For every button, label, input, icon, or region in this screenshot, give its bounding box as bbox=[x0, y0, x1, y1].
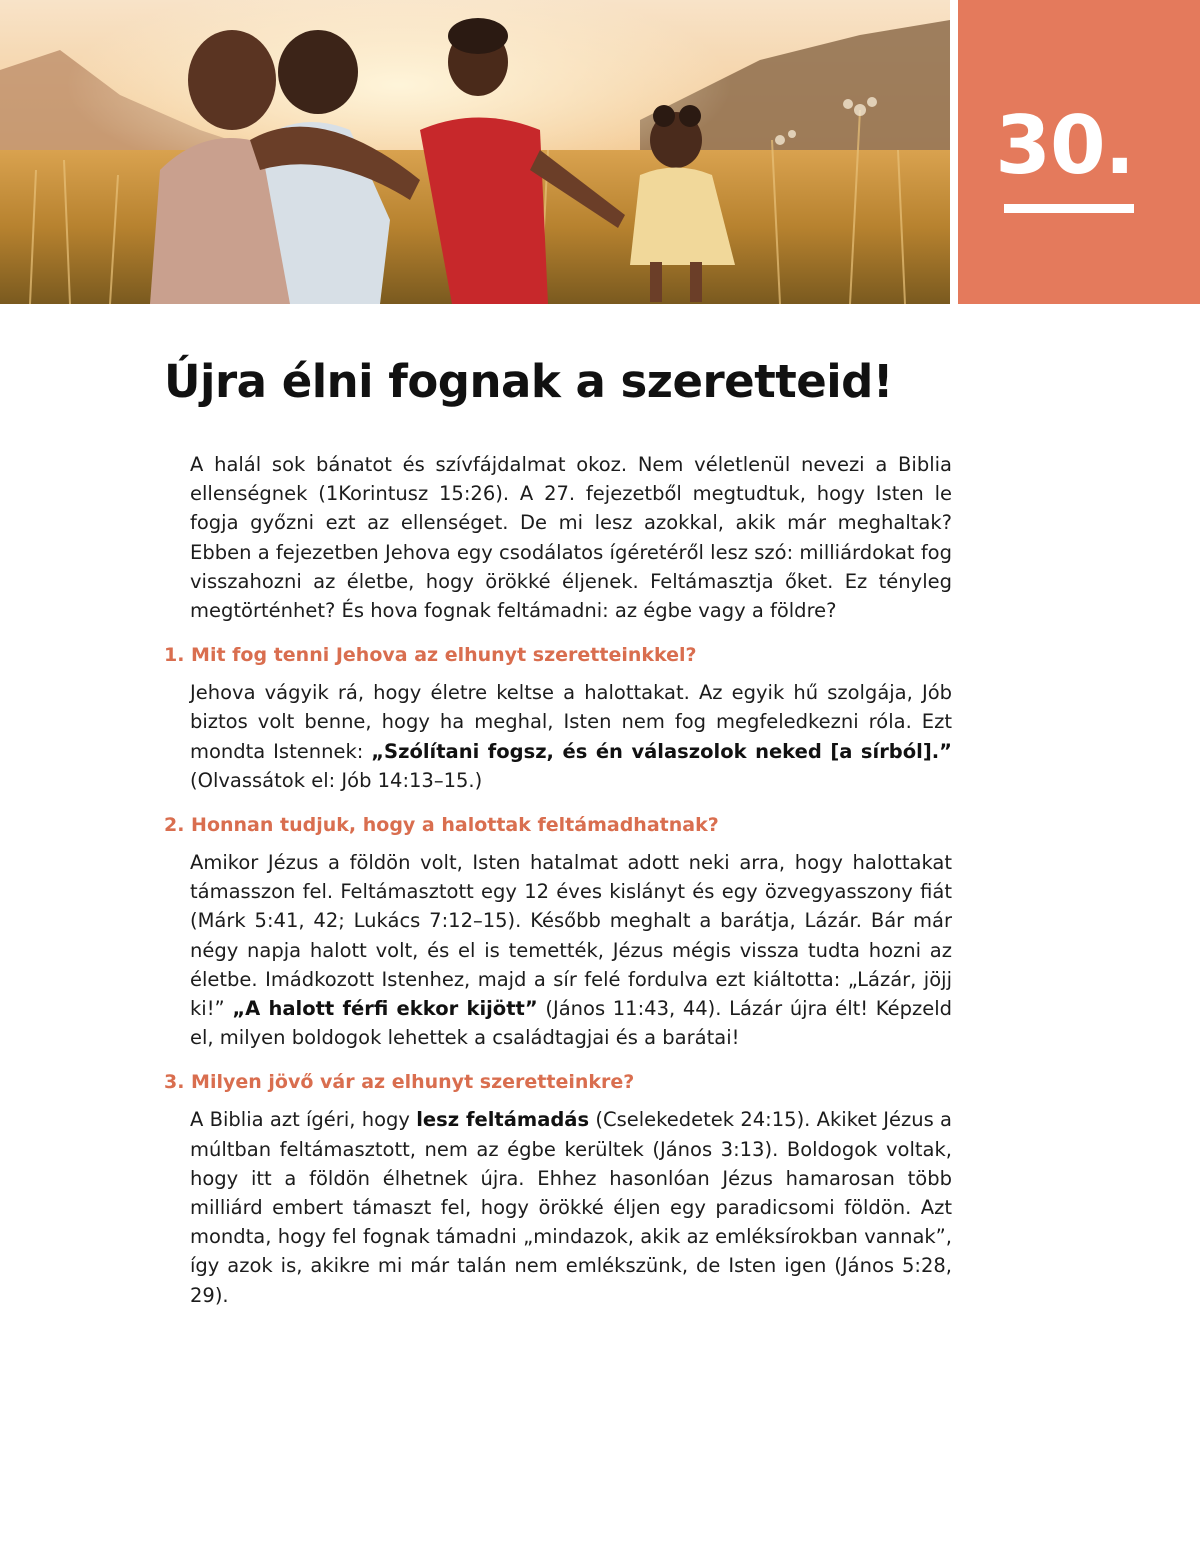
answer-3-emphasis: lesz feltámadás bbox=[416, 1108, 590, 1132]
family-in-meadow-photo bbox=[0, 0, 950, 304]
answer-3-text: A Biblia azt ígéri, hogy bbox=[190, 1108, 417, 1132]
answer-2-paragraph bbox=[190, 848, 952, 1052]
article-body bbox=[164, 450, 952, 1310]
question-1: 1. Mit fog tenni Jehova az elhunyt szeretteinkkel? bbox=[164, 644, 697, 667]
intro-paragraph: A halál sok bánatot és szívfájdalmat okoz. Nem véletlenül nevezi a Biblia ellenségnek (1Korintusz 15:26). A 27. fejezetből megtudtuk, hogy Isten le fogja győzni ezt az ellenséget. De mi lesz azokkal, akik már meghaltak? Ebben a fejezetben Jehova egy csodálatos ígéretéről lesz szó: milliárdokat fog visszahozni az életbe, hogy örökké éljenek. Feltámasztja őket. Ez tényleg megtörténhet? És hova fognak feltámadni: az égbe vagy a földre? bbox=[190, 453, 952, 623]
answer-1-emphasis: „Szólítani fogsz, és én válaszolok neked [a sírból].” bbox=[371, 739, 952, 763]
page-title: Újra élni fognak a szeretteid! bbox=[164, 355, 893, 408]
answer-3-paragraph bbox=[190, 1105, 952, 1309]
question-2: 2. Honnan tudjuk, hogy a halottak feltámadhatnak? bbox=[164, 814, 719, 837]
answer-1-text-end: (Olvassátok el: Jób 14:13–15.) bbox=[190, 768, 483, 792]
chapter-number: 30. bbox=[995, 99, 1134, 192]
answer-3-text-end: (Cselekedetek 24:15). Akiket Jézus a múltban feltámasztott, nem az égbe kerültek (János 3:13). Boldogok voltak, hogy itt a földön élhetnek újra. Ehhez hasonlóan Jézus hamarosan több milliárd embert támaszt fel, hogy örökké éljen egy paradicsomi földön. Azt mondta, hogy fel fognak támadni „mindazok, akik az emléksírokban vannak”, így azok is, akikre mi már talán nem emlékszünk, de Isten igen (János 5:28, 29). bbox=[190, 1108, 952, 1307]
answer-2-text-end: (János 11:43, 44). Lázár újra élt! Képzeld el, milyen boldogok lehettek a családtagjai és a barátai! bbox=[190, 997, 953, 1050]
chapter-underline bbox=[1004, 204, 1134, 213]
answer-2-text: Amikor Jézus a földön volt, Isten hatalmat adott neki arra, hogy halottakat támasszon fel. Feltámasztott egy 12 éves kislányt és egy özvegyasszony fiát (Márk 5:41, 42; Lukács 7:12–15). Később meghalt a barátja, Lázár. Bár már négy napja halott volt, és el is temették, Jézus mégis vissza tudta hozni az életbe. Imádkozott Istenhez, majd a sír felé fordulva ezt kiáltotta: „Lázár, jöjj ki!” bbox=[190, 851, 952, 1021]
chapter-number-box bbox=[958, 0, 1200, 304]
question-3: 3. Milyen jövő vár az elhunyt szeretteinkre? bbox=[164, 1071, 635, 1094]
hero-photo bbox=[0, 0, 950, 304]
answer-1-text: Jehova vágyik rá, hogy életre keltse a halottakat. Az egyik hű szolgája, Jób biztos volt benne, hogy ha meghal, Isten nem fog megfeledkezni róla. Ezt mondta Istennek: bbox=[190, 681, 952, 763]
answer-2-emphasis: „A halott férfi ekkor kijött” bbox=[232, 997, 538, 1021]
answer-1-paragraph bbox=[190, 678, 952, 795]
